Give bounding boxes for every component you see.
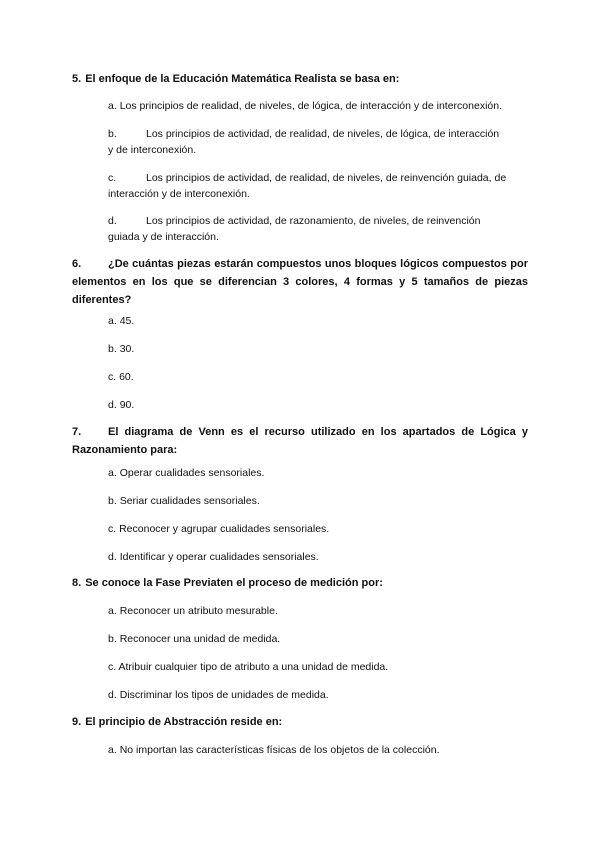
question-6	[72, 255, 528, 309]
question-number: 9.	[72, 716, 82, 728]
option-text: Operar cualidades sensoriales.	[119, 467, 265, 479]
question-5-option-d	[108, 213, 528, 245]
question-7-option-c	[108, 521, 528, 537]
option-text: 45.	[119, 315, 135, 327]
option-text: 90.	[119, 399, 135, 411]
option-text-line2: guiada y de interacción.	[108, 231, 219, 243]
question-6-option-d	[108, 397, 528, 413]
question-number: 7.	[72, 426, 82, 438]
option-text: Reconocer y agrupar cualidades sensoriales.	[119, 523, 330, 535]
option-text-line1: Los principios de actividad, de realidad, de niveles, de reinvención guiada, de	[146, 172, 507, 184]
question-5-option-c	[108, 170, 528, 202]
question-6-option-c	[108, 369, 528, 385]
option-text: No importan las características físicas de los objetos de la colección.	[119, 744, 440, 756]
option-text-line1: Los principios de actividad, de realidad, de niveles, de lógica, de interacción	[146, 128, 500, 140]
option-text: Identificar y operar cualidades sensoriales.	[119, 551, 319, 563]
option-letter: a.	[108, 744, 117, 756]
option-letter: a.	[108, 315, 117, 327]
option-letter: c.	[108, 661, 117, 673]
option-letter: d.	[108, 399, 117, 411]
question-6-option-b	[108, 341, 528, 357]
question-5-option-a	[108, 98, 528, 114]
question-5-option-b	[108, 126, 528, 158]
option-letter: c.	[108, 172, 117, 184]
option-letter: a.	[108, 100, 117, 112]
question-text: El principio de Abstracción reside en:	[85, 716, 283, 728]
question-7	[72, 423, 528, 459]
option-letter: a.	[108, 605, 117, 617]
question-9	[72, 713, 528, 731]
question-5	[72, 70, 528, 88]
option-letter: d.	[108, 551, 117, 563]
option-text: Reconocer una unidad de medida.	[119, 633, 281, 645]
option-text-line2: y de interconexión.	[108, 144, 197, 156]
question-7-option-a	[108, 465, 528, 481]
option-letter: a.	[108, 467, 117, 479]
question-8-option-a	[108, 603, 528, 619]
option-text: Los principios de realidad, de niveles, de lógica, de interacción y de interconexión.	[119, 100, 503, 112]
question-text: El diagrama de Venn es el recurso utilizado en los apartados de Lógica y Razonamiento para:	[72, 426, 528, 456]
option-text: Seriar cualidades sensoriales.	[119, 495, 260, 507]
question-number: 5.	[72, 73, 82, 85]
option-letter: c.	[108, 371, 117, 383]
question-number: 8.	[72, 577, 82, 589]
option-letter: b.	[108, 128, 117, 140]
question-text: El enfoque de la Educación Matemática Realista se basa en:	[85, 73, 400, 85]
question-text: Se conoce la Fase Previaten el proceso de medición por:	[85, 577, 383, 589]
question-6-option-a	[108, 313, 528, 329]
question-text: ¿De cuántas piezas estarán compuestos unos bloques lógicos compuestos por elementos en los que se diferencian 3 colores, 4 formas y 5 tamaños de piezas diferentes?	[72, 258, 528, 306]
option-text-line1: Los principios de actividad, de razonamiento, de niveles, de reinvención	[146, 215, 481, 227]
option-text: 60.	[119, 371, 134, 383]
option-text: Discriminar los tipos de unidades de medida.	[119, 689, 329, 701]
question-8	[72, 574, 528, 592]
option-letter: d.	[108, 215, 117, 227]
question-8-option-b	[108, 631, 528, 647]
option-text: Atribuir cualquier tipo de atributo a una unidad de medida.	[118, 661, 389, 673]
question-8-option-d	[108, 687, 528, 703]
question-number: 6.	[72, 258, 82, 270]
option-letter: c.	[108, 523, 117, 535]
option-letter: d.	[108, 689, 117, 701]
question-7-option-d	[108, 549, 528, 565]
option-text: 30.	[119, 343, 135, 355]
question-8-option-c	[108, 659, 528, 675]
option-letter: b.	[108, 343, 117, 355]
option-letter: b.	[108, 495, 117, 507]
question-7-option-b	[108, 493, 528, 509]
question-9-option-a	[108, 742, 528, 758]
option-text: Reconocer un atributo mesurable.	[119, 605, 278, 617]
option-text-line2: interacción y de interconexión.	[108, 188, 250, 200]
option-letter: b.	[108, 633, 117, 645]
